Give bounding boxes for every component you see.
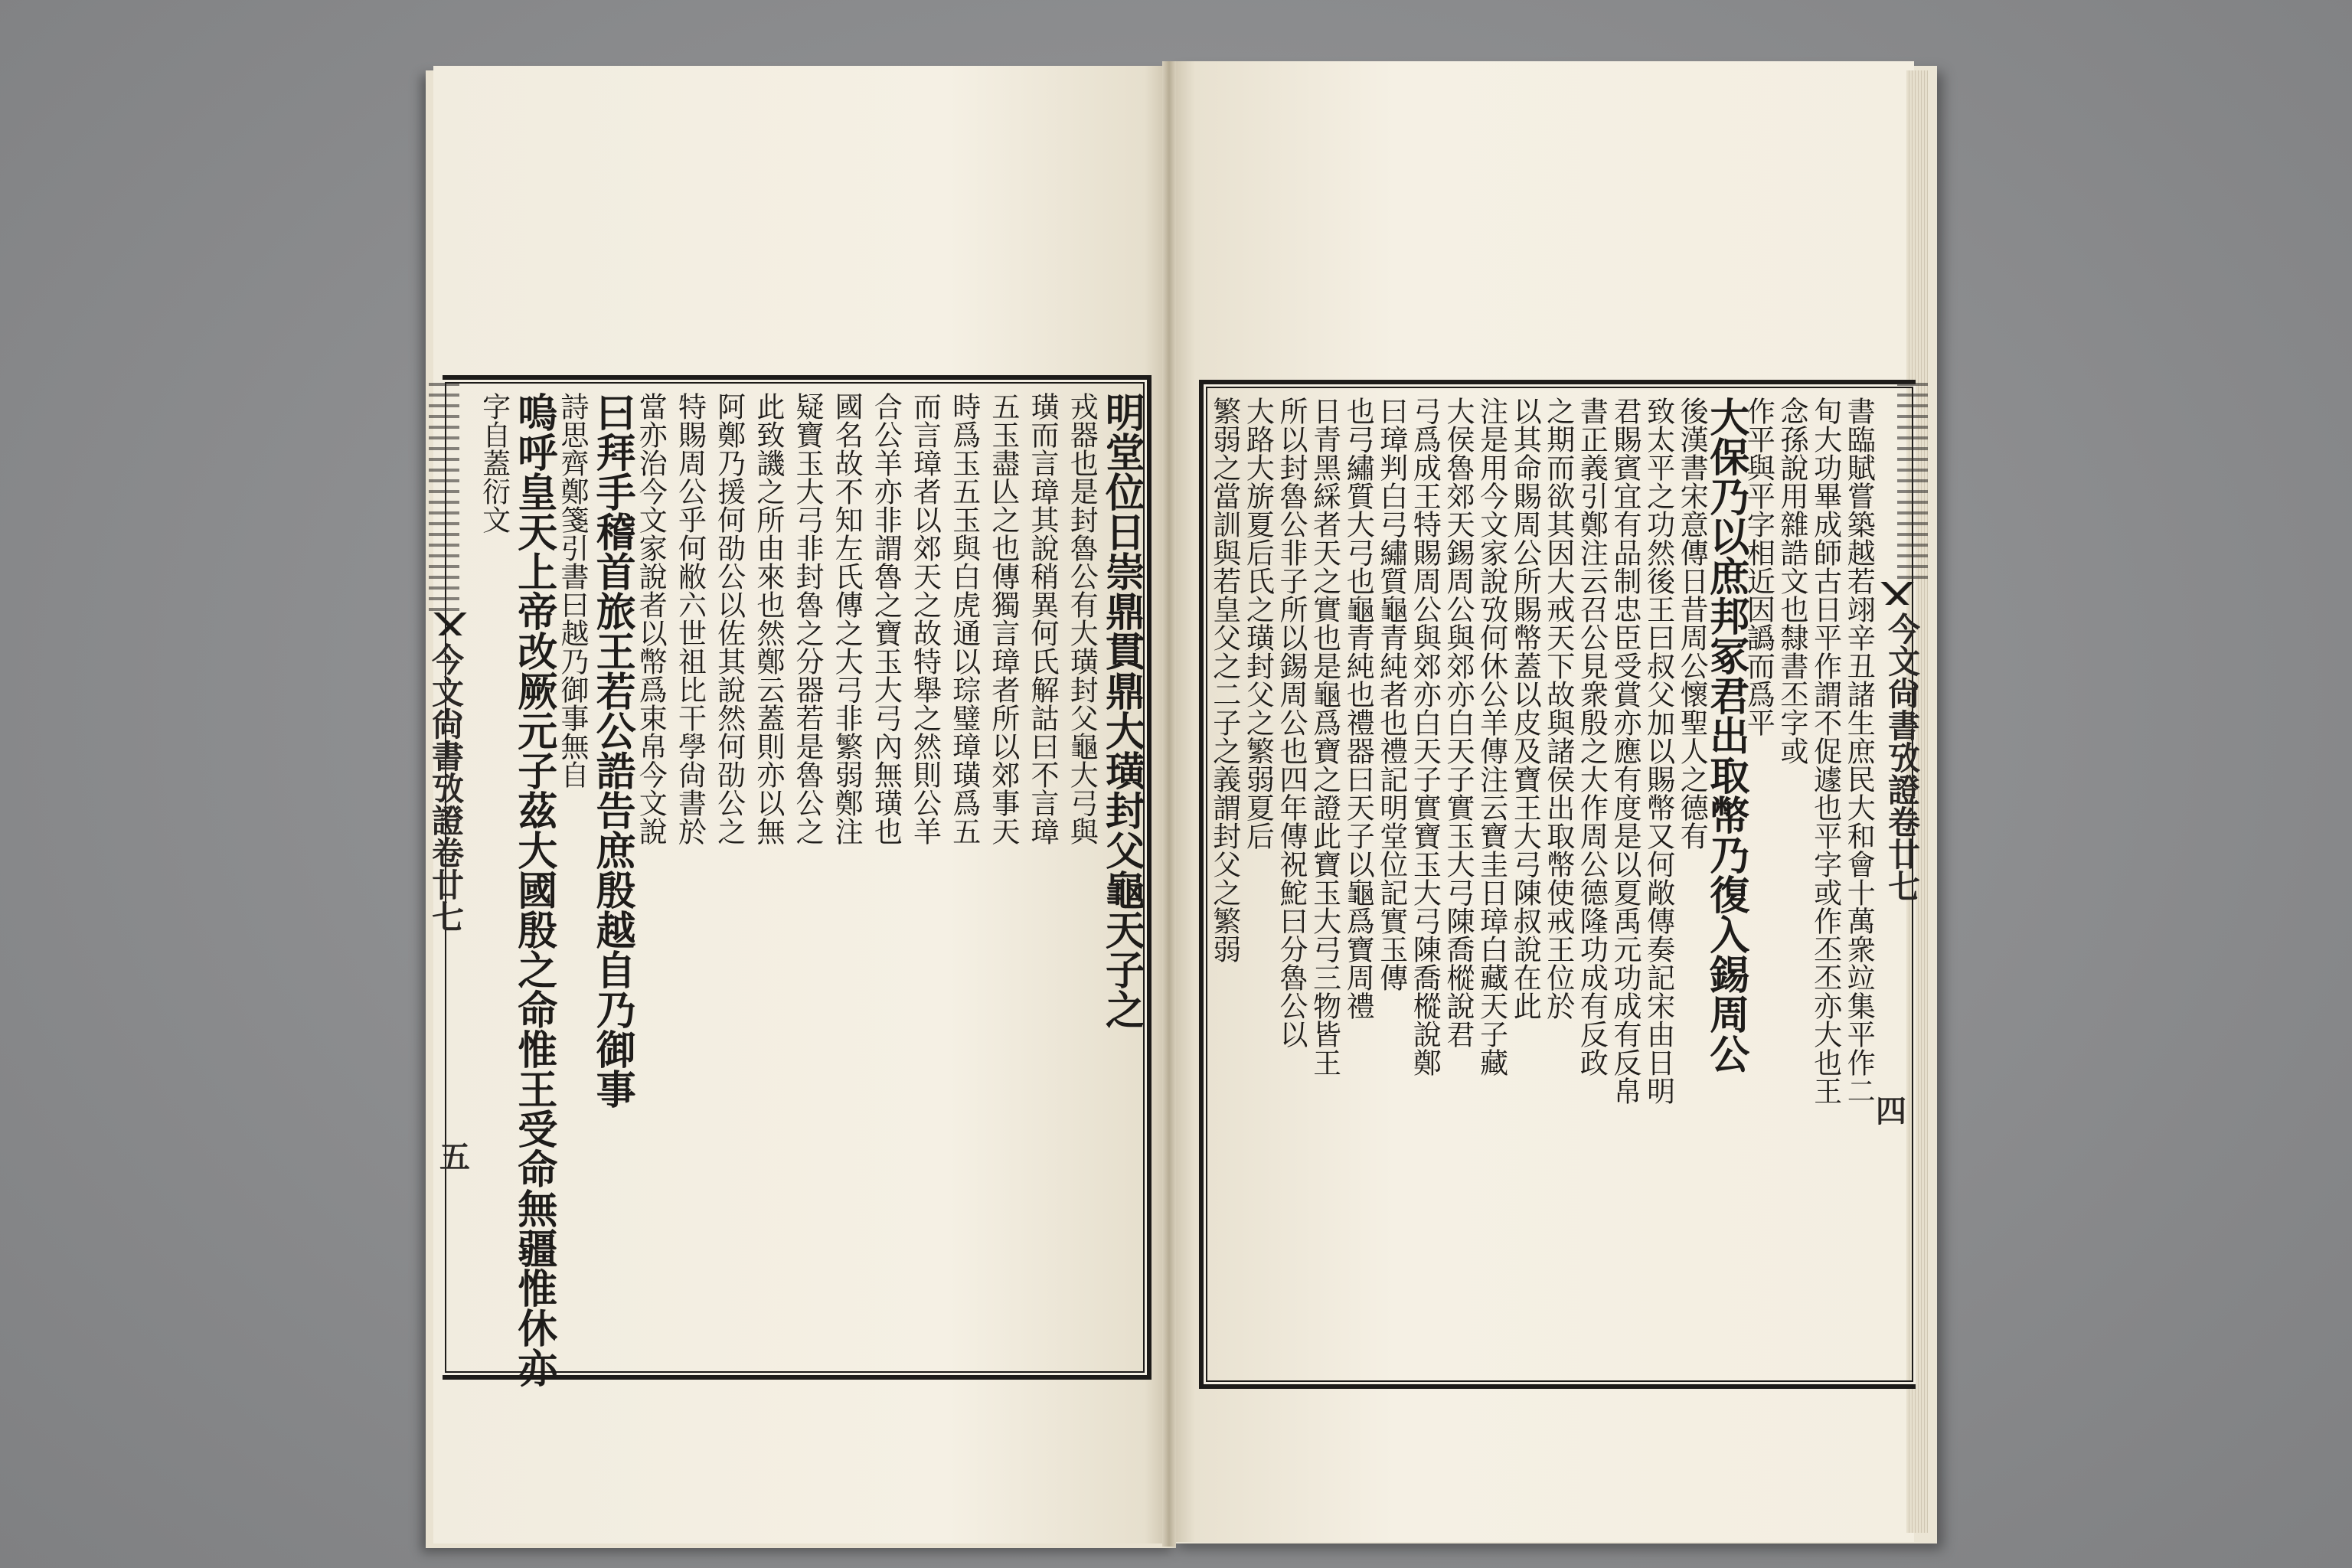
left-page-column: 當亦治今文家說者以幣爲束帛今文說	[634, 392, 668, 845]
left-page-column: 合公羊亦非謂魯之寶玉大弓內無璜也	[869, 392, 903, 845]
right-page-column: 日青黑綵者天之實也是龜爲寶之證此寶玉大弓三物皆王	[1308, 397, 1341, 1076]
right-running-title: 今文尙書攷證卷廿七	[1883, 612, 1921, 902]
right-page-column: 大保乃以庶邦冢君出取幣乃復入錫周公	[1702, 397, 1749, 1073]
right-page-column: 曰璋判白弓繡質龜青純者也禮記明堂位記實玉傳	[1374, 397, 1408, 991]
right-fish-tail	[1880, 582, 1914, 605]
right-page-column: 大侯魯郊天錫周公與郊亦白天子實玉大弓陳喬樅說君	[1442, 397, 1475, 1048]
left-page-column: 而言璋者以郊天之故特舉之然則公羊	[908, 392, 942, 845]
left-page-column: 嗚呼皇天上帝改厥元子茲大國殷之命惟王受命無疆惟休亦	[510, 392, 557, 1387]
right-page-column: 君賜賓宜有品制忠臣受賞亦應有度是以夏禹元功成有反帛	[1609, 397, 1642, 1105]
left-page-column: 疑寶玉大弓非封魯之分器若是魯公之	[791, 392, 824, 845]
right-page-column: 念孫說用雜誥文也隸書丕字或	[1775, 397, 1808, 765]
left-page-column: 璜而言璋其說稍異何氏解詁曰不言璋	[1026, 392, 1060, 845]
left-page-column: 戎器也是封魯公有大璜封父龜大弓與	[1065, 392, 1099, 845]
book-gutter	[1162, 61, 1176, 1547]
left-page-column: 特賜周公乎何敝六世祖比干學尙書於	[673, 392, 707, 845]
right-page-column: 之期而欲其因大戒天下故與諸侯出取幣使戒王位於	[1541, 397, 1575, 1020]
left-running-title: 今文尙書攷證卷廿七	[427, 643, 465, 933]
right-page-column: 後漢書宋意傳日昔周公懷聖人之德有	[1675, 397, 1709, 850]
left-page-column: 字自蓋衍文	[477, 392, 511, 534]
right-page-column: 繁弱之當訓與若皇父之二子之義謂封父之繁弱	[1207, 397, 1241, 963]
left-page-column: 詩思齊鄭箋引書曰越乃御事無自	[555, 392, 589, 789]
right-page-column: 書臨賦嘗築越若翊辛丑諸生庶民大和會十萬衆竝集平作二	[1842, 397, 1876, 1105]
right-page-column: 致太平之功然後王曰叔父加以賜幣又何敞傳奏記宋由日明	[1642, 397, 1675, 1105]
right-page-column: 弓爲成王特賜周公與郊亦白天子實寶玉大弓陳喬樅說鄭	[1408, 397, 1442, 1076]
left-page-column: 明堂位日崇鼎貫鼎大璜封父龜天子之	[1098, 392, 1145, 1029]
right-page-column: 大路大旂夏后氏之璜封父之繁弱夏后	[1241, 397, 1275, 850]
left-fish-tail	[433, 612, 467, 635]
right-page-column: 也弓繡質大弓也龜青純也禮器曰天子以龜爲寶周禮	[1341, 397, 1375, 1020]
left-edge-marks	[429, 383, 459, 612]
left-page-column: 阿鄭乃援何劭公以佐其說然何劭公之	[712, 392, 746, 845]
right-page-column: 書正義引鄭注云召公見衆殷之大作周公德隆功成有反政	[1575, 397, 1609, 1076]
right-edge-marks	[1897, 383, 1928, 582]
right-folio-number: 四	[1876, 1093, 1906, 1129]
right-page-column: 以其命賜周公所賜幣蓋以皮及寶王大弓陳叔說在此	[1508, 397, 1542, 1020]
left-page-column: 曰拜手稽首旅王若公誥告庶殷越自乃御事	[589, 392, 636, 1109]
right-page-column: 作平與平字相近因譌而爲平	[1742, 397, 1775, 737]
left-folio-number: 五	[439, 1139, 470, 1175]
left-page-column: 國名故不知左氏傳之大弓非繁弱鄭注	[830, 392, 864, 845]
right-page-column: 所以封魯公非子所以錫周公也四年傳祝鮀曰分魯公以	[1275, 397, 1308, 1048]
right-page-column: 注是用今文家說攷何休公羊傳注云寶圭日璋白藏天子藏	[1475, 397, 1508, 1076]
left-page-column: 時爲玉五玉與白虎通以琮璧璋璜爲五	[947, 392, 981, 845]
right-page-column: 旬大功畢成師古日平作謂不促遽也平字或作丕丕亦大也王	[1808, 397, 1842, 1105]
left-page-column: 五玉盡亾之也傳獨言璋者所以郊事天	[986, 392, 1020, 845]
left-page-column: 此致譏之所由來也然鄭云蓋則亦以無	[751, 392, 785, 845]
